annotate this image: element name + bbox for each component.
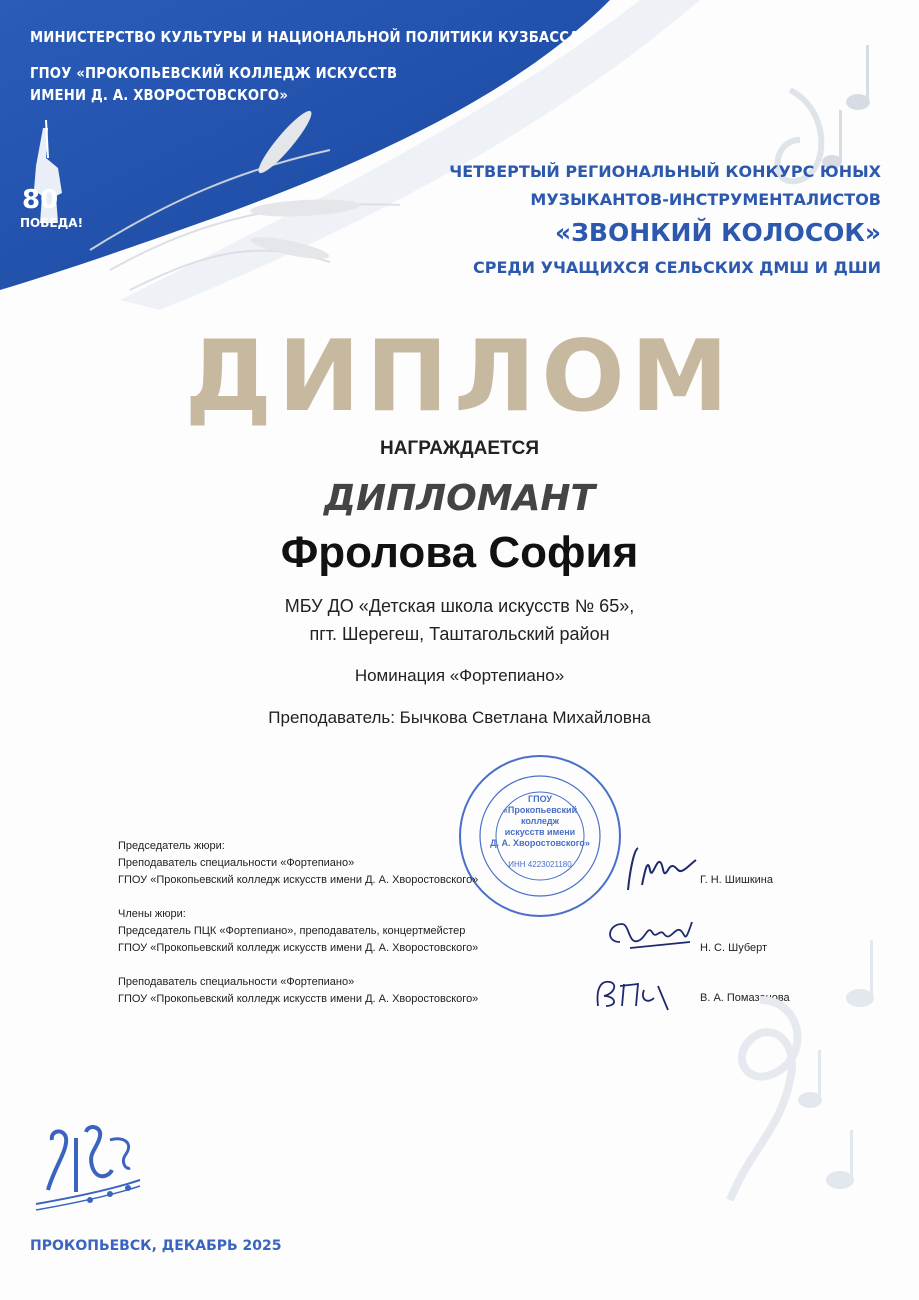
jury-member1-block: [118, 906, 478, 957]
jury-member2-block: [118, 974, 478, 1008]
stamp-line2: колледж: [520, 816, 560, 826]
school-line1: МБУ ДО «Детская школа искусств № 65»,: [284, 596, 635, 616]
school-line2: пгт. Шерегеш, Таштагольский район: [309, 624, 610, 644]
victory-number: 80: [22, 185, 59, 215]
signature-member2: [588, 970, 678, 1018]
jury-members-title: Члены жюри:: [118, 908, 186, 920]
signature-chair: [620, 840, 700, 900]
ministry-name: МИНИСТЕРСТВО КУЛЬТУРЫ И НАЦИОНАЛЬНОЙ ПОЛИТИКИ КУЗБАССА: [30, 28, 580, 46]
jury-chair-block: [118, 838, 478, 889]
stamp-line1: «Прокопьевский: [502, 805, 578, 815]
college-name-line1: ГПОУ «ПРОКОПЬЕВСКИЙ КОЛЛЕДЖ ИСКУССТВ: [30, 64, 398, 82]
victory-label: ПОБЕДА!: [20, 216, 84, 230]
jury-member2-role: Преподаватель специальности «Фортепиано»: [118, 976, 355, 988]
college-name-line2: ИМЕНИ Д. А. ХВОРОСТОВСКОГО»: [30, 86, 289, 104]
college-logo-icon: [30, 1120, 150, 1220]
jury-chair-org: ГПОУ «Прокопьевский колледж искусств имени Д. А. Хворостовского»: [118, 874, 479, 886]
contest-name: «ЗВОНКИЙ КОЛОСОК»: [554, 218, 881, 247]
signature-member1: [600, 912, 700, 962]
stamp-line3: искусств имени: [504, 827, 576, 837]
jury-chair-role: Преподаватель специальности «Фортепиано»: [118, 857, 355, 869]
contest-line2: МУЗЫКАНТОВ-ИНСТРУМЕНТАЛИСТОВ: [530, 190, 881, 209]
nomination: Номинация «Фортепиано»: [354, 666, 565, 685]
diploma-title: ДИПЛОМ: [184, 320, 735, 434]
contest-line3: СРЕДИ УЧАЩИХСЯ СЕЛЬСКИХ ДМШ И ДШИ: [473, 258, 881, 277]
awarded-label: НАГРАЖДАЕТСЯ: [379, 438, 540, 459]
contest-line1: ЧЕТВЕРТЫЙ РЕГИОНАЛЬНЫЙ КОНКУРС ЮНЫХ: [449, 162, 881, 181]
jury-member1-role: Председатель ПЦК «Фортепиано», преподаватель, концертмейстер: [118, 925, 466, 937]
jury-member1-name: Н. С. Шуберт: [700, 942, 768, 954]
footer-place-date: ПРОКОПЬЕВСК, ДЕКАБРЬ 2025: [30, 1238, 282, 1254]
stamp-org-short: ГПОУ: [528, 794, 552, 804]
jury-member2-org: ГПОУ «Прокопьевский колледж искусств имени Д. А. Хворостовского»: [118, 993, 479, 1005]
teacher: Преподаватель: Бычкова Светлана Михайловна: [268, 708, 651, 727]
jury-member2-name: В. А. Помазанова: [700, 992, 790, 1004]
jury-chair-name: Г. Н. Шишкина: [700, 874, 773, 886]
jury-member1-org: ГПОУ «Прокопьевский колледж искусств имени Д. А. Хворостовского»: [118, 942, 479, 954]
stamp-inn: ИНН 4223021180: [508, 860, 572, 869]
recipient-name: Фролова София: [280, 528, 639, 577]
rank-label: ДИПЛОМАНТ: [323, 478, 596, 519]
music-notes-decoration: [690, 940, 910, 1240]
official-stamp: [456, 752, 624, 920]
stamp-line4: Д. А. Хворостовского»: [490, 838, 590, 848]
jury-chair-title: Председатель жюри:: [118, 840, 225, 852]
